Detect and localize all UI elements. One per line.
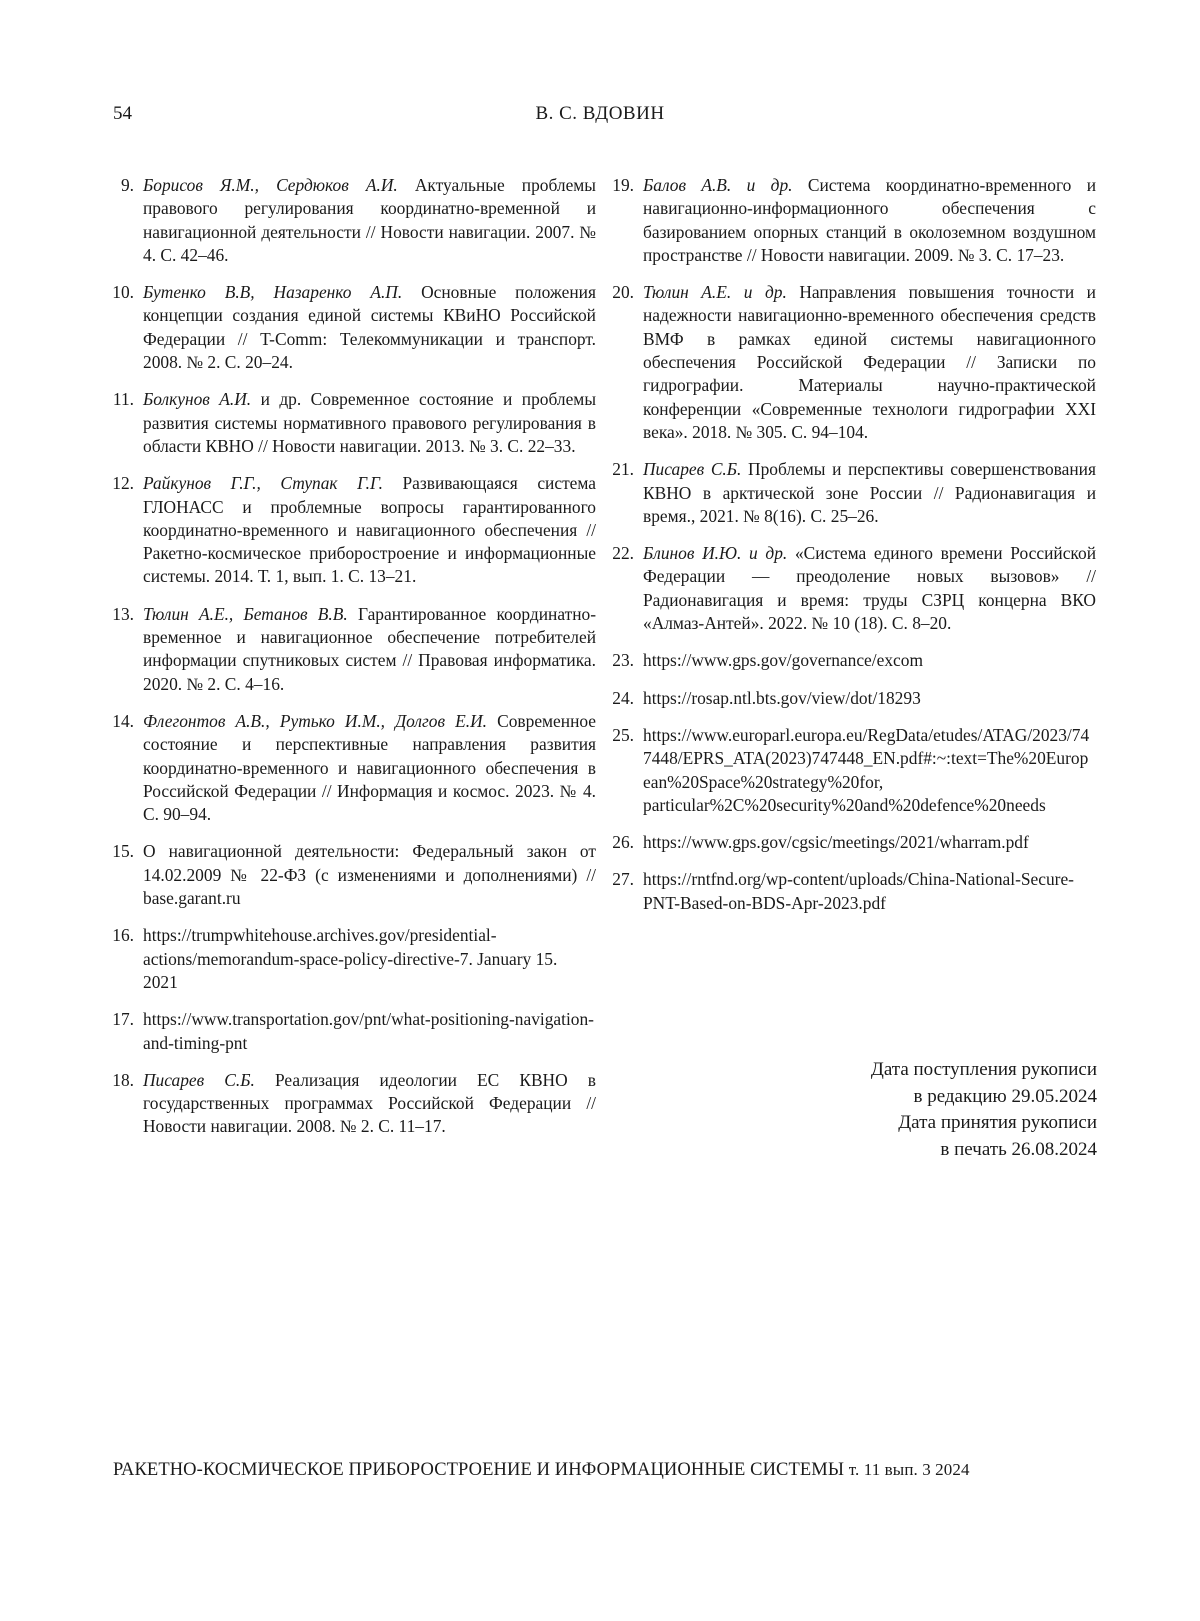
reference-item	[600, 649, 1096, 672]
references-left-column	[100, 174, 596, 1153]
reference-item	[100, 472, 596, 588]
issue-info: т. 11 вып. 3 2024	[848, 1460, 970, 1479]
received-label: Дата поступления рукописи	[870, 1059, 1097, 1080]
reference-number: 25.	[612, 724, 634, 745]
accepted-date: в печать 26.08.2024	[940, 1138, 1097, 1160]
reference-link[interactable]: https://www.gps.gov/governance/excom	[643, 650, 923, 671]
reference-item	[100, 924, 596, 994]
reference-number: 22.	[612, 543, 634, 564]
reference-body: Реализация идеологии ЕС КВНО в государственных программах Российской Федерации // Новости навигации. 2008. № 2. С. 11–17.	[143, 1069, 596, 1137]
reference-authors: Райкунов Г.Г., Ступак Г.Г.	[143, 473, 383, 494]
reference-authors: Тюлин А.Е. и др.	[643, 282, 787, 303]
reference-link[interactable]: https://rntfnd.org/wp-content/uploads/China-National-Secure-PNT-Based-on-BDS-Apr-2023.pdf	[643, 869, 1074, 913]
reference-authors: Тюлин А.Е., Бетанов В.В.	[143, 603, 348, 624]
accepted-label: Дата принятия рукописи	[898, 1112, 1097, 1133]
reference-item	[600, 458, 1096, 528]
reference-number: 24.	[612, 687, 634, 708]
references-right-column	[600, 174, 1096, 929]
reference-text	[643, 281, 1096, 444]
reference-item	[600, 687, 1096, 710]
reference-number: 18.	[112, 1069, 134, 1090]
reference-number: 21.	[612, 459, 634, 480]
reference-authors: Писарев С.Б.	[143, 1069, 255, 1090]
reference-number: 17.	[112, 1009, 134, 1030]
reference-number: 14.	[112, 710, 134, 731]
reference-number: 27.	[612, 869, 634, 890]
reference-body: Направления повышения точности и надежности навигационно-временного обеспечения средств ВМФ в рамках единой системы навигационного обеспечения Российской Федерации // Записки по гидрографии. Материалы научно-практической конференции «Современные технологи гидрографии XXI века». 2018. № 305. С. 94–104.	[643, 282, 1096, 442]
reference-item	[100, 174, 596, 267]
reference-body: Современное состояние и перспективные направления развития координатно-временного и навигационного обеспечения в Российской Федерации // Информация и космос. 2023. № 4. С. 90–94.	[143, 710, 597, 825]
reference-body: Основные положения концепции создания единой системы КВиНО Российской Федерации // T-Comm: Телекоммуникации и транспорт. 2008. № 2. С. 20–24.	[143, 282, 596, 373]
reference-authors: Блинов И.Ю. и др.	[643, 543, 788, 564]
reference-body: «Система единого времени Российской Федерации — преодоление новых вызовов» // Радионавигация и время: труды СЗРЦ концерна ВКО «Алмаз-Антей». 2022. № 10 (18). С. 8–20.	[643, 543, 1096, 634]
reference-authors: Борисов Я.М., Сердюков А.И.	[143, 175, 398, 195]
reference-item	[600, 831, 1096, 854]
reference-number: 20.	[612, 282, 634, 303]
reference-text	[143, 388, 596, 458]
reference-item	[100, 710, 596, 826]
reference-body: Актуальные проблемы правового регулирования координатно-временной и навигационной деятельности // Новости навигации. 2007. № 4. С. 42–46.	[143, 175, 596, 265]
page-number: 54	[113, 103, 132, 124]
reference-item	[600, 868, 1096, 915]
page-header	[0, 103, 1200, 133]
reference-number: 26.	[612, 832, 634, 853]
reference-text	[143, 281, 596, 374]
reference-item	[600, 724, 1096, 817]
reference-number: 16.	[112, 925, 134, 946]
reference-authors: Балов А.В. и др.	[643, 175, 793, 195]
reference-text: О навигационной деятельности: Федеральный закон от 14.02.2009 № 22-ФЗ (с изменениями и дополнениями) // base.garant.ru	[143, 841, 596, 909]
reference-authors: Болкунов А.И.	[143, 389, 252, 410]
reference-number: 9.	[120, 175, 134, 195]
reference-body: Система координатно-временного и навигационно-информационного обеспечения с базированием опорных станций в околоземном воздушном пространстве // Новости навигации. 2009. № 3. С. 17–23.	[643, 175, 1097, 265]
reference-number: 23.	[612, 650, 634, 671]
reference-text	[643, 174, 1096, 267]
reference-text	[143, 174, 596, 267]
reference-item	[100, 1008, 596, 1055]
reference-link[interactable]: https://rosap.ntl.bts.gov/view/dot/18293	[643, 687, 921, 708]
reference-item	[600, 281, 1096, 444]
page-footer	[113, 1460, 970, 1481]
reference-item	[600, 174, 1096, 267]
manuscript-dates	[871, 1057, 1097, 1163]
reference-text	[143, 1069, 596, 1139]
running-title: В. С. ВДОВИН	[535, 103, 665, 124]
reference-item	[100, 840, 596, 910]
reference-authors: Писарев С.Б.	[643, 459, 742, 480]
reference-number: 10.	[112, 282, 134, 303]
reference-link[interactable]: https://www.gps.gov/cgsic/meetings/2021/wharram.pdf	[643, 832, 1029, 853]
reference-item	[100, 1069, 596, 1139]
reference-number: 19.	[612, 175, 634, 195]
reference-text	[643, 458, 1096, 528]
reference-number: 15.	[112, 841, 134, 862]
reference-item	[100, 388, 596, 458]
reference-number: 12.	[112, 473, 134, 494]
reference-body: Гарантированное координатно-временное и навигационное обеспечение потребителей информации спутниковых систем // Правовая информатика. 2020. № 2. С. 4–16.	[143, 603, 596, 694]
reference-text	[643, 542, 1096, 635]
reference-item	[100, 281, 596, 374]
reference-body: Проблемы и перспективы совершенствования КВНО в арктической зоне России // Радионавигация и время., 2021. № 8(16). С. 25–26.	[643, 459, 1096, 526]
reference-authors: Флегонтов А.В., Рутько И.М., Долгов Е.И.	[143, 710, 488, 731]
reference-body: Развивающаяся система ГЛОНАСС и проблемные вопросы гарантированного координатно-временного и навигационного обеспечения // Ракетно-космическое приборостроение и информационные системы. 2014. Т. 1, вып. 1. С. 13–21.	[143, 473, 596, 587]
received-date: в редакцию 29.05.2024	[913, 1085, 1097, 1107]
reference-item	[100, 603, 596, 696]
reference-item	[600, 542, 1096, 635]
reference-body: и др. Современное состояние и проблемы развития системы нормативного правового регулирования в области КВНО // Новости навигации. 2013. № 3. С. 22–33.	[143, 389, 596, 456]
reference-authors: Бутенко В.В, Назаренко А.П.	[143, 282, 403, 303]
reference-link[interactable]: https://www.transportation.gov/pnt/what-positioning-navigation-and-timing-pnt	[143, 1009, 594, 1053]
reference-text	[143, 710, 596, 826]
reference-text	[143, 472, 596, 588]
journal-title: РАКЕТНО-КОСМИЧЕСКОЕ ПРИБОРОСТРОЕНИЕ И ИНФОРМАЦИОННЫЕ СИСТЕМЫ	[113, 1460, 845, 1480]
reference-text	[143, 603, 596, 696]
reference-number: 13.	[112, 603, 134, 624]
reference-number: 11.	[112, 389, 134, 410]
reference-link[interactable]: https://www.europarl.europa.eu/RegData/etudes/ATAG/2023/747448/EPRS_ATA(2023)747448_EN.pdf#:~:text=The%20European%20Space%20strategy%20for, particular%2C%20security%20and%20defence%20needs	[643, 724, 1090, 815]
reference-link[interactable]: https://trumpwhitehouse.archives.gov/presidential-actions/memorandum-space-policy-directive-7. January 15. 2021	[143, 925, 558, 992]
